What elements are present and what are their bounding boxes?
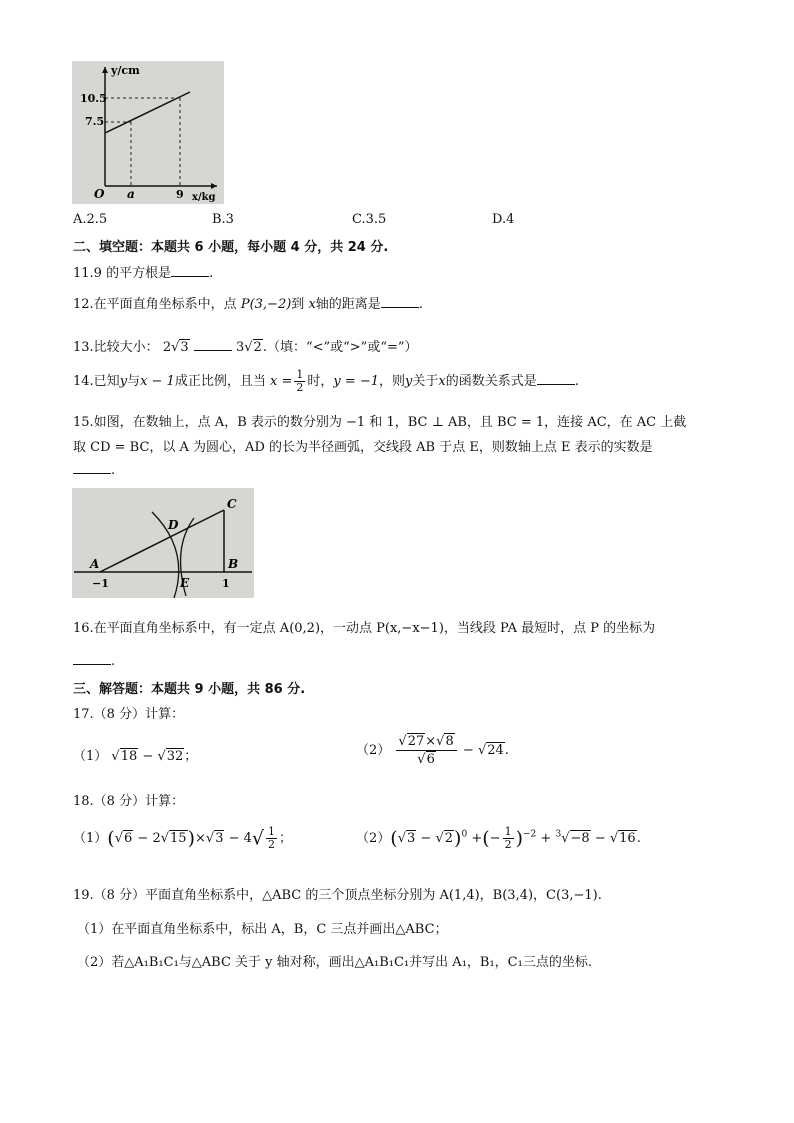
figure-q10-graph [72, 61, 224, 204]
q19-line1: 19.（8 分）平面直角坐标系中，△ABC 的三个顶点坐标分别为 A(1,4)，B(3,4)，C(3,−1). [73, 888, 602, 903]
x-axis-arrow [211, 183, 217, 189]
option-d: D.4 [492, 212, 515, 227]
q18-p2-m: − [420, 831, 432, 846]
q17-part2 [356, 733, 509, 768]
question-14 [73, 369, 579, 394]
label-one: 1 [222, 577, 230, 590]
q18-plus2: + [540, 831, 552, 846]
section2-heading: 二、填空题：本题共 6 小题，每小题 4 分，共 24 分. [73, 240, 389, 255]
y-axis-label: y/cm [111, 64, 140, 77]
q13-pre: 13.比较大小： [73, 340, 159, 355]
q16-end: . [111, 654, 116, 669]
q18-p2-label: （2） [356, 831, 391, 846]
q13-a-rad: 3 [180, 340, 189, 355]
q13-b-coef: 3 [235, 340, 245, 355]
q19-line3: （2）若△A₁B₁C₁与△ABC 关于 y 轴对称，画出△A₁B₁C₁并写出 A₁，B₁，C₁三点的坐标. [77, 955, 592, 970]
label-d: D [168, 518, 179, 532]
q18-neg: − [489, 831, 501, 846]
q14-pre: 14.已知 [73, 374, 120, 389]
tick-a: a [127, 187, 135, 201]
q14-yeq: y = −1 [333, 374, 380, 389]
q14-when: 时， [307, 374, 334, 389]
q18-minus3: − [594, 831, 606, 846]
segment-ac [100, 510, 224, 572]
option-c: C.3.5 [352, 212, 387, 227]
q12-point: P(3,−2) [240, 297, 292, 312]
label-b: B [228, 557, 239, 571]
q14-y: y [119, 374, 128, 389]
q18-r3: 3 [215, 831, 224, 846]
q14-fraction [294, 369, 305, 394]
answer-blank [73, 653, 111, 665]
q17-sqrt18: √18 [111, 749, 138, 764]
q18-r16: 16 [619, 831, 636, 846]
graph-svg [72, 61, 224, 204]
q18-exp0: 0 [461, 829, 468, 840]
q13-a-sqrt: √3 [171, 340, 189, 355]
q18-p1-end: ； [279, 831, 293, 846]
answer-blank [537, 373, 575, 385]
q18-times: × [194, 831, 206, 846]
label-neg1: −1 [92, 577, 109, 590]
q18-p2-half [503, 826, 514, 851]
q17-p1-end: ； [184, 749, 198, 764]
q12-post: 轴的距离是 [315, 297, 381, 312]
q18-r15: 15 [170, 831, 187, 846]
q12-pre: 12.在平面直角坐标系中，点 [73, 297, 237, 312]
q18-p2-open: ( [390, 827, 398, 850]
q13-a-coef: 2 [162, 340, 172, 355]
q14-num: 1 [296, 368, 304, 381]
q17-sqrt32: √32 [157, 749, 184, 764]
q17-part1 [73, 745, 197, 764]
q14-end: . [574, 374, 579, 389]
q17-r27: 27 [407, 734, 425, 749]
figure-q15-number-line [72, 488, 254, 598]
q18-half [266, 826, 277, 851]
q14-rel: 关于 [412, 374, 439, 389]
q18-p1-label: （1） [73, 831, 108, 846]
q11-end: . [209, 266, 214, 281]
q18-p2-end: . [636, 831, 641, 846]
q18-p2-sqrt3: √3 [397, 831, 416, 846]
q17-times: × [425, 734, 437, 749]
label-c: C [227, 497, 237, 511]
q17-title: 17.（8 分）计算： [73, 707, 185, 722]
q17-p2-label: （2） [356, 743, 391, 758]
q17-r24: 24 [487, 743, 504, 758]
q14-den: 2 [296, 381, 304, 394]
q18-part2 [356, 826, 641, 851]
q13-hint: .（填：“<”或“>”或“=”） [262, 340, 418, 355]
q16-line2 [73, 653, 115, 669]
q17-minus2: − [462, 743, 474, 758]
q18-p2-fd: 2 [504, 838, 512, 851]
tick-10-5: 10.5 [80, 92, 107, 105]
q17-sqrt24: √24 [477, 743, 504, 758]
q18-p2-close: ) [454, 827, 462, 850]
q18-close2: ) [515, 827, 523, 850]
q17-r18: 18 [120, 749, 138, 764]
q14-prop: 成正比例，且当 [174, 374, 266, 389]
q18-p2-fn: 1 [504, 825, 512, 838]
q14-expr: x − 1 [140, 374, 175, 389]
q18-fd: 2 [268, 838, 276, 851]
q18-sqrt15: √15 [160, 831, 187, 846]
q11-text: 11.9 的平方根是 [73, 266, 172, 281]
q18-open: ( [107, 827, 115, 850]
q17-sqrt8: √8 [436, 734, 454, 749]
question-12 [73, 293, 423, 312]
q14-then: ，则 [379, 374, 406, 389]
q12-mid: 到 [291, 297, 305, 312]
q18-cbrt: √−8 [561, 831, 590, 846]
label-e: E [180, 576, 190, 590]
q13-b-rad: 2 [253, 340, 262, 355]
q18-r6: 6 [124, 831, 133, 846]
tick-9: 9 [176, 188, 184, 201]
q14-func: 的函数关系式是 [445, 374, 537, 389]
q18-sqrt6: √6 [114, 831, 133, 846]
q18-sqrt16: √16 [609, 831, 636, 846]
q17-minus: − [142, 749, 154, 764]
question-11 [73, 262, 213, 281]
answer-blank [194, 339, 232, 351]
q18-cube-index: 3 [555, 829, 562, 840]
q14-xeq: x = [269, 374, 293, 389]
q18-title: 18.（8 分）计算： [73, 794, 185, 809]
q18-part1 [73, 826, 292, 851]
q17-r8: 8 [445, 734, 454, 749]
q18-m2: − 4 [228, 831, 252, 846]
q12-end: . [418, 297, 423, 312]
question-13 [73, 336, 418, 355]
q19-line2: （1）在平面直角坐标系中，标出 A，B，C 三点并画出△ABC； [77, 922, 448, 937]
q18-close: ) [187, 827, 195, 850]
q15-line2: 取 CD = BC，以 A 为圆心，AD 的长为半径画弧，交线段 AB 于点 E，则数轴上点 E 表示的实数是 [73, 440, 653, 455]
x-axis-label: x/kg [192, 192, 216, 203]
q17-p2-end: . [504, 743, 509, 758]
q14-x: x [438, 374, 446, 389]
q16-line1: 16.在平面直角坐标系中，有一定点 A(0,2)，一动点 P(x,−x−1)，当线段 PA 最短时，点 P 的坐标为 [73, 621, 656, 636]
q17-r32: 32 [166, 749, 184, 764]
q18-p2-r2: 2 [444, 831, 454, 846]
q18-sqrt3: √3 [205, 831, 224, 846]
label-a: A [90, 557, 100, 571]
q18-p2-r3: 3 [407, 831, 416, 846]
q17-fraction [396, 733, 456, 768]
q17-r6: 6 [426, 752, 435, 767]
section3-heading: 三、解答题：本题共 9 小题，共 86 分. [73, 682, 306, 697]
q18-m: − 2 [137, 831, 161, 846]
q18-open2: ( [482, 827, 490, 850]
q17-denominator: √6 [417, 752, 435, 767]
option-b: B.3 [212, 212, 234, 227]
q14-with: 与 [127, 374, 141, 389]
q13-b-sqrt: √2 [244, 340, 262, 355]
answer-blank [171, 265, 209, 277]
q17-sqrt27: √27 [398, 734, 425, 749]
q17-p1-label: （1） [73, 749, 108, 764]
q15-line3 [73, 462, 115, 478]
q18-exp-neg2: −2 [523, 829, 537, 840]
tick-7-5: 7.5 [85, 115, 105, 128]
q14-y2: y [405, 374, 413, 389]
q12-axis: x [308, 297, 316, 312]
answer-blank [73, 462, 111, 474]
number-line-svg [72, 488, 254, 598]
q18-p2-sqrt2: √2 [435, 831, 454, 846]
y-axis-arrow [102, 67, 108, 73]
q18-sqrt-half: √ $\frac{1}{2}$ [251, 825, 276, 851]
q18-r-8: −8 [570, 831, 590, 846]
origin-label: O [94, 187, 105, 201]
option-a: A.2.5 [73, 212, 108, 227]
q15-end: . [111, 463, 116, 478]
q17-numerator [396, 733, 456, 751]
answer-blank [381, 296, 419, 308]
q18-fn: 1 [268, 825, 276, 838]
q18-plus: + [471, 831, 483, 846]
q15-line1: 15.如图，在数轴上，点 A，B 表示的数分别为 −1 和 1，BC ⊥ AB，且 BC = 1，连接 AC，在 AC 上截 [73, 415, 687, 430]
